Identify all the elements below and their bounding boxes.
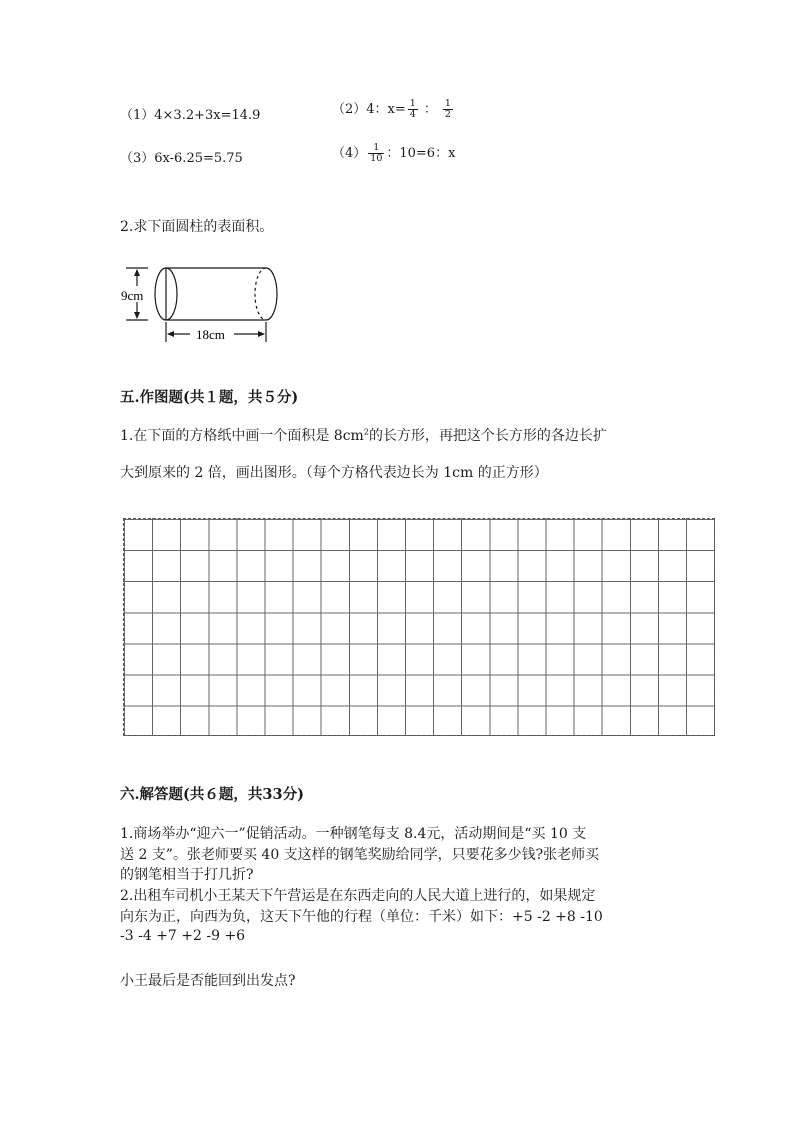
arrowhead-down <box>134 312 140 319</box>
equation-1: （1）4×3.2+3x=14.9 <box>120 108 261 123</box>
cylinder-right-hidden-arc <box>255 268 266 320</box>
arrowhead-left <box>167 331 174 337</box>
fraction-numerator: 1 <box>409 98 416 109</box>
question-text: 1.在下面的方格纸中画一个面积是 8cm <box>120 428 364 444</box>
section-5-question-line-1 <box>120 425 607 445</box>
length-label: 18cm <box>196 327 225 342</box>
fraction-denominator: 10 <box>370 153 383 164</box>
fraction-denominator: 2 <box>444 109 451 120</box>
cylinder-right-visible-arc <box>266 268 277 320</box>
fraction-one-quarter <box>409 99 417 120</box>
fraction-denominator: 4 <box>409 109 416 120</box>
equation-2-prefix: （2）4：x= <box>332 102 406 117</box>
arrowhead-right <box>258 331 265 337</box>
section-5-question-line-2: 大到原来的 2 倍，画出图形。（每个方格代表边长为 1cm 的正方形） <box>120 465 548 481</box>
equation-4-suffix: ：10=6：x <box>386 146 456 161</box>
section-6-q1-line-2: 送 2 支”。张老师要买 40 支这样的钢笔奖励给同学，只要花多少钱?张老师买 <box>120 847 600 863</box>
section-6-q1-line-3: 的钢笔相当于打几折? <box>120 867 254 883</box>
arrowhead-up <box>134 269 140 276</box>
grid-paper <box>123 518 715 736</box>
fraction-numerator: 1 <box>373 142 380 153</box>
fraction-one-tenth <box>369 143 383 164</box>
section-6-q2-question: 小王最后是否能回到出发点? <box>120 973 296 989</box>
ratio-separator: ： <box>423 102 437 117</box>
section-6-q1-line-1: 1.商场举办“迎六一”促销活动。一种钢笔每支 8.4元，活动期间是“买 10 支 <box>120 826 587 842</box>
section-6-q2-line-2: 向东为正，向西为负，这天下午他的行程（单位：千米）如下：+5 -2 +8 -10 <box>120 909 603 925</box>
height-label: 9cm <box>121 288 144 303</box>
question-cylinder-text: 2.求下面圆柱的表面积。 <box>120 219 274 235</box>
section-6-q2-line-1: 2.出租车司机小王某天下午营运是在东西走向的人民大道上进行的，如果规定 <box>120 888 596 904</box>
section-5-title: 五.作图题(共１题，共５分) <box>120 389 299 406</box>
section-6-q2-line-3: -3 -4 +7 +2 -9 +6 <box>120 928 246 944</box>
fraction-one-half <box>444 99 452 120</box>
question-text: 的长方形，再把这个长方形的各边长扩 <box>368 428 607 444</box>
fraction-numerator: 1 <box>444 98 451 109</box>
cylinder-diagram <box>118 258 288 348</box>
equation-4 <box>332 142 455 164</box>
equation-4-prefix: （4） <box>332 146 367 161</box>
equation-3: （3）6x-6.25=5.75 <box>120 151 243 166</box>
equation-2 <box>332 98 455 120</box>
superscript: 2 <box>363 427 369 437</box>
section-6-title: 六.解答题(共６题，共33分) <box>120 786 304 803</box>
